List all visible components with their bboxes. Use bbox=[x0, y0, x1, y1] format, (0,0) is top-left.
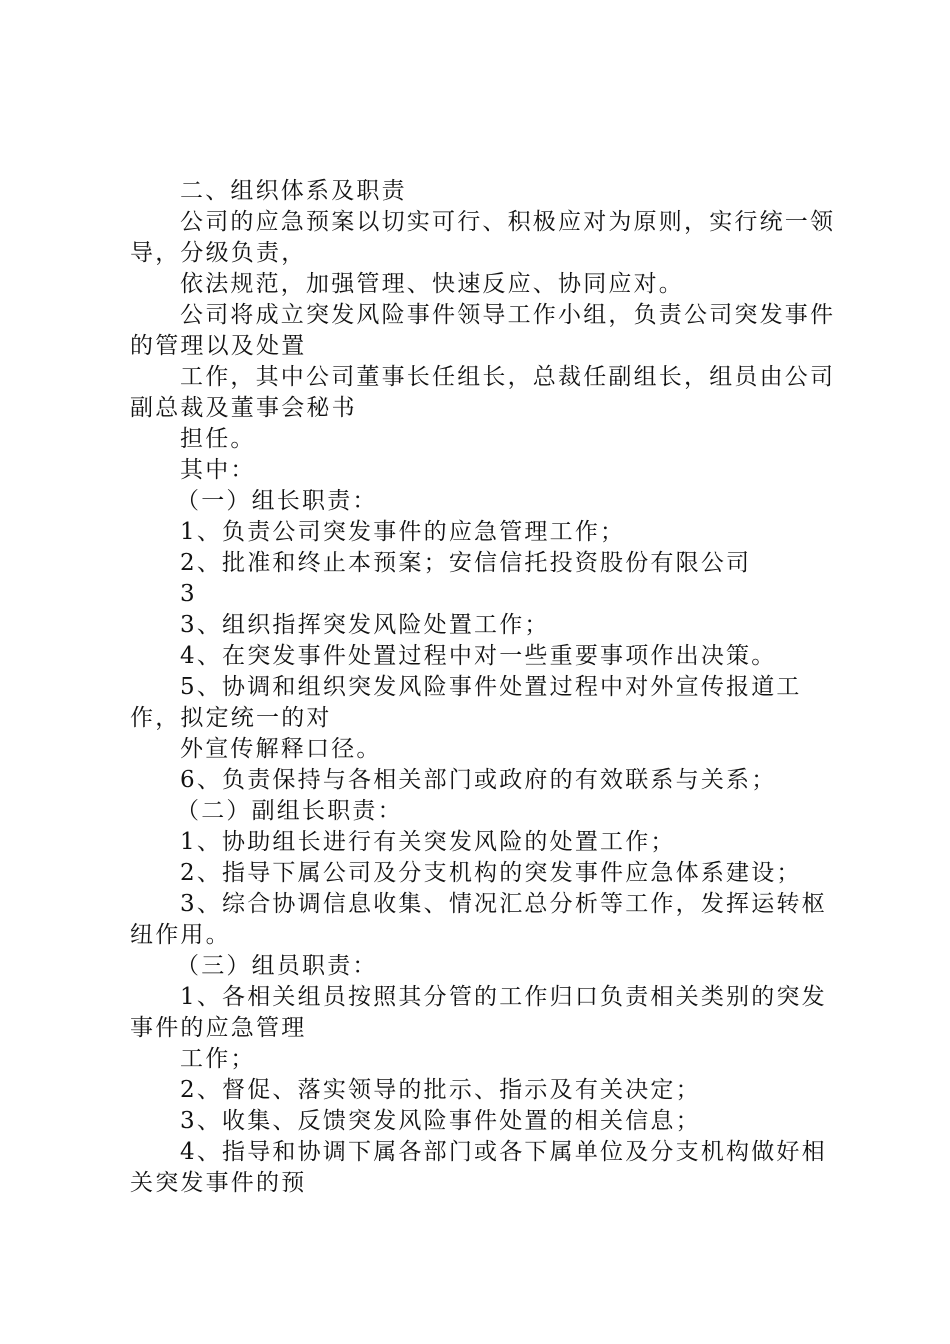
paragraph: 外宣传解释口径。 bbox=[180, 736, 382, 762]
list-item: 2、督促、落实领导的批示、指示及有关决定； bbox=[180, 1077, 701, 1103]
document-body bbox=[130, 176, 836, 1199]
list-item: 6、负责保持与各相关部门或政府的有效联系与关系； bbox=[180, 767, 777, 793]
paragraph: 工作，其中公司董事长任组长，总裁任副组长，组员由公司副总裁及董事会秘书 bbox=[130, 364, 836, 421]
list-item: 2、指导下属公司及分支机构的突发事件应急体系建设； bbox=[180, 860, 802, 886]
list-item: 1、各相关组员按照其分管的工作归口负责相关类别的突发事件的应急管理 bbox=[130, 984, 827, 1041]
subsection-heading: （二）副组长职责： bbox=[176, 798, 403, 824]
list-item: 4、指导和协调下属各部门或各下属单位及分支机构做好相关突发事件的预 bbox=[130, 1139, 827, 1196]
list-item: 3、组织指挥突发风险处置工作； bbox=[180, 612, 550, 638]
subsection-heading: （一）组长职责： bbox=[176, 488, 378, 514]
paragraph: 依法规范，加强管理、快速反应、协同应对。 bbox=[180, 271, 684, 297]
page-number: 3 bbox=[180, 581, 197, 607]
list-item: 2、批准和终止本预案；安信信托投资股份有限公司 bbox=[180, 550, 752, 576]
paragraph: 担任。 bbox=[180, 426, 256, 452]
list-item: 4、在突发事件处置过程中对一些重要事项作出决策。 bbox=[180, 643, 777, 669]
list-item: 3、综合协调信息收集、情况汇总分析等工作，发挥运转枢纽作用。 bbox=[130, 891, 827, 948]
list-item: 3、收集、反馈突发风险事件处置的相关信息； bbox=[180, 1108, 701, 1134]
paragraph: 工作； bbox=[180, 1046, 256, 1072]
list-item: 1、负责公司突发事件的应急管理工作； bbox=[180, 519, 626, 545]
paragraph: 公司的应急预案以切实可行、积极应对为原则，实行统一领导，分级负责， bbox=[130, 209, 836, 266]
subsection-heading: （三）组员职责： bbox=[176, 953, 378, 979]
list-item: 5、协调和组织突发风险事件处置过程中对外宣传报道工作，拟定统一的对 bbox=[130, 674, 802, 731]
section-heading: 二、组织体系及职责 bbox=[180, 178, 407, 204]
paragraph: 其中： bbox=[180, 457, 256, 483]
list-item: 1、协助组长进行有关突发风险的处置工作； bbox=[180, 829, 676, 855]
paragraph: 公司将成立突发风险事件领导工作小组，负责公司突发事件的管理以及处置 bbox=[130, 302, 836, 359]
